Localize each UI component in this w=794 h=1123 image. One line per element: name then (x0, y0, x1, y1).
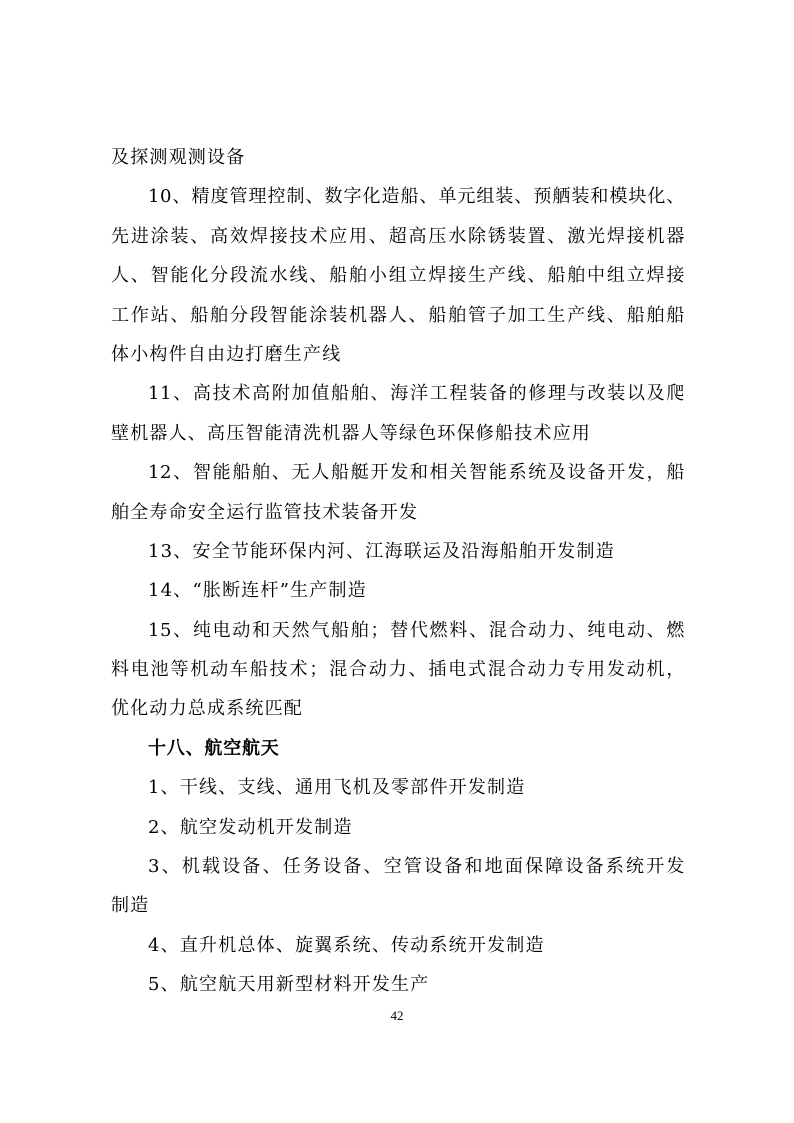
text-line: 人、智能化分段流水线、船舶小组立焊接生产线、船舶中组立焊接 (111, 265, 685, 287)
text-line: 14、“胀断连杆”生产制造 (148, 580, 367, 602)
text-line: 5、航空航天用新型材料开发生产 (148, 974, 430, 996)
text-line: 壁机器人、高压智能清洗机器人等绿色环保修船技术应用 (111, 422, 591, 444)
text-line: 15、纯电动和天然气船舶；替代燃料、混合动力、纯电动、燃 (148, 619, 685, 641)
text-line: 13、安全节能环保内河、江海联运及沿海船舶开发制造 (148, 540, 615, 562)
text-line: 先进涂装、高效焊接技术应用、超高压水除锈装置、激光焊接机器 (111, 225, 685, 247)
text-line: 1、干线、支线、通用飞机及零部件开发制造 (148, 777, 526, 799)
text-line: 10、精度管理控制、数字化造船、单元组装、预舾装和模块化、 (148, 186, 685, 208)
text-line: 工作站、船舶分段智能涂装机器人、船舶管子加工生产线、船舶船 (111, 304, 685, 326)
text-line: 料电池等机动车船技术；混合动力、插电式混合动力专用发动机， (111, 659, 685, 681)
text-line: 及探测观测设备 (111, 147, 246, 168)
text-line: 制造 (111, 895, 150, 917)
text-line: 体小构件自由边打磨生产线 (111, 343, 342, 365)
text-line: 2、航空发动机开发制造 (148, 816, 353, 838)
text-line: 11、高技术高附加值船舶、海洋工程装备的修理与改装以及爬 (148, 383, 685, 405)
text-line: 12、智能船舶、无人船艇开发和相关智能系统及设备开发，船 (148, 462, 685, 484)
section-heading: 十八、航空航天 (148, 737, 280, 759)
text-line: 4、直升机总体、旋翼系统、传动系统开发制造 (148, 934, 545, 956)
page-number: 42 (390, 1008, 404, 1023)
text-line: 3、机载设备、任务设备、空管设备和地面保障设备系统开发 (148, 856, 685, 878)
text-line: 舶全寿命安全运行监管技术装备开发 (111, 501, 419, 523)
page-body (111, 138, 685, 1005)
text-line: 优化动力总成系统匹配 (111, 698, 303, 720)
